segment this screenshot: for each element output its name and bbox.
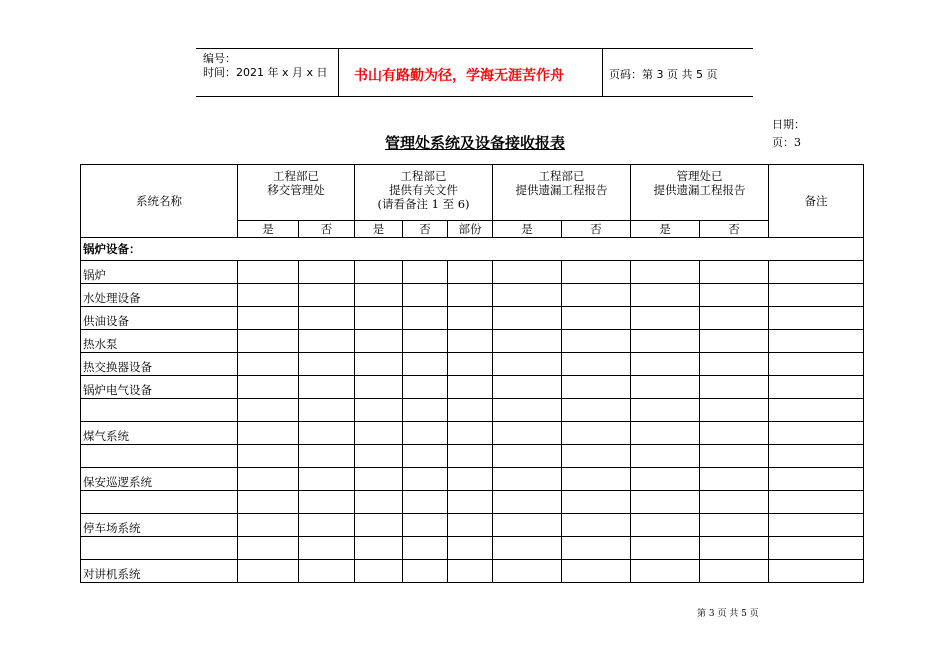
- system-name-cell: 停车场系统: [81, 514, 238, 537]
- table-cell[interactable]: [769, 330, 864, 353]
- table-cell[interactable]: [562, 514, 631, 537]
- group-management-line1: 管理处已: [676, 169, 723, 183]
- table-cell[interactable]: [493, 514, 562, 537]
- table-cell[interactable]: [562, 445, 631, 468]
- table-cell[interactable]: [238, 445, 299, 468]
- table-row: [81, 491, 864, 514]
- table-cell[interactable]: [700, 514, 769, 537]
- table-cell[interactable]: [238, 468, 299, 491]
- table-cell[interactable]: [299, 261, 355, 284]
- sub-no: 否: [562, 221, 631, 238]
- table-cell[interactable]: [355, 399, 403, 422]
- table-row: [81, 330, 864, 353]
- table-cell[interactable]: [631, 445, 700, 468]
- table-cell[interactable]: [562, 307, 631, 330]
- header-group-engineering-report: [493, 165, 631, 221]
- sub-yes: 是: [355, 221, 403, 238]
- table-cell[interactable]: [493, 376, 562, 399]
- table-cell[interactable]: [403, 514, 448, 537]
- table-cell[interactable]: [769, 284, 864, 307]
- table-cell[interactable]: [238, 307, 299, 330]
- table-cell[interactable]: [403, 284, 448, 307]
- table-cell[interactable]: [238, 491, 299, 514]
- group-engineering-line2: 提供遗漏工程报告: [515, 183, 608, 197]
- group-engineering-line1: 工程部已: [538, 169, 585, 183]
- table-cell[interactable]: [631, 330, 700, 353]
- table-cell[interactable]: [238, 330, 299, 353]
- table-cell[interactable]: [562, 468, 631, 491]
- table-cell[interactable]: [355, 261, 403, 284]
- table-cell[interactable]: [448, 468, 493, 491]
- table-cell[interactable]: [299, 307, 355, 330]
- table-cell[interactable]: [562, 537, 631, 560]
- table-cell[interactable]: [562, 353, 631, 376]
- table-row: [81, 353, 864, 376]
- table-cell[interactable]: [448, 330, 493, 353]
- table-cell[interactable]: [700, 261, 769, 284]
- table-cell[interactable]: [448, 537, 493, 560]
- table-cell[interactable]: [355, 307, 403, 330]
- table-cell[interactable]: [299, 514, 355, 537]
- group-handover-line2: 移交管理处: [267, 183, 325, 197]
- table-cell[interactable]: [493, 399, 562, 422]
- table-cell[interactable]: [562, 261, 631, 284]
- header-group-documents: [355, 165, 493, 221]
- table-cell[interactable]: [403, 422, 448, 445]
- system-name-cell: 供油设备: [81, 307, 238, 330]
- table-cell[interactable]: [448, 261, 493, 284]
- table-cell[interactable]: [403, 560, 448, 583]
- table-cell[interactable]: [448, 376, 493, 399]
- system-name-cell: 水处理设备: [81, 284, 238, 307]
- table-cell[interactable]: [448, 284, 493, 307]
- table-cell[interactable]: [562, 560, 631, 583]
- system-name-cell: [81, 491, 238, 514]
- system-name-cell: 对讲机系统: [81, 560, 238, 583]
- table-cell[interactable]: [403, 353, 448, 376]
- table-cell[interactable]: [700, 560, 769, 583]
- table-cell[interactable]: [769, 445, 864, 468]
- table-cell[interactable]: [769, 560, 864, 583]
- table-cell[interactable]: [769, 307, 864, 330]
- table-row: [81, 261, 864, 284]
- table-cell[interactable]: [631, 560, 700, 583]
- table-row: [81, 537, 864, 560]
- table-cell[interactable]: [769, 537, 864, 560]
- table-cell[interactable]: [493, 422, 562, 445]
- table-cell[interactable]: [448, 491, 493, 514]
- table-cell[interactable]: [562, 399, 631, 422]
- table-cell[interactable]: [238, 422, 299, 445]
- table-cell[interactable]: [700, 491, 769, 514]
- table-cell[interactable]: [403, 445, 448, 468]
- table-cell[interactable]: [493, 261, 562, 284]
- table-cell[interactable]: [769, 399, 864, 422]
- table-cell[interactable]: [700, 468, 769, 491]
- page-title: 管理处系统及设备接收报表: [385, 134, 566, 152]
- table-cell[interactable]: [493, 537, 562, 560]
- table-cell[interactable]: [562, 376, 631, 399]
- table-cell[interactable]: [299, 376, 355, 399]
- table-cell[interactable]: [238, 514, 299, 537]
- table-cell[interactable]: [448, 353, 493, 376]
- table-cell[interactable]: [355, 514, 403, 537]
- table-cell[interactable]: [403, 468, 448, 491]
- document-number-label: 编号：: [203, 52, 236, 65]
- table-cell[interactable]: [238, 560, 299, 583]
- table-cell[interactable]: [700, 330, 769, 353]
- table-cell[interactable]: [403, 537, 448, 560]
- table-cell[interactable]: [355, 560, 403, 583]
- group-handover-line1: 工程部已: [273, 169, 319, 183]
- table-cell[interactable]: [700, 445, 769, 468]
- table-cell[interactable]: [631, 422, 700, 445]
- table-cell[interactable]: [631, 307, 700, 330]
- table-cell[interactable]: [448, 514, 493, 537]
- system-name-cell: 锅炉电气设备: [81, 376, 238, 399]
- table-row: [81, 376, 864, 399]
- table-cell[interactable]: [355, 445, 403, 468]
- table-cell[interactable]: [299, 422, 355, 445]
- table-row: [81, 445, 864, 468]
- table-cell[interactable]: [493, 445, 562, 468]
- table-cell[interactable]: [493, 284, 562, 307]
- header-motto: 书山有路勤为径，学海无涯苦作舟: [354, 68, 564, 84]
- table-cell[interactable]: [769, 422, 864, 445]
- table-cell[interactable]: [355, 330, 403, 353]
- group-documents-line1: 工程部已: [400, 169, 447, 183]
- sub-no: 否: [299, 221, 355, 238]
- table-row: [81, 514, 864, 537]
- header-divider-left: [338, 48, 339, 96]
- table-cell[interactable]: [448, 422, 493, 445]
- table-cell[interactable]: [238, 284, 299, 307]
- remarks-header: 备注: [769, 165, 864, 238]
- table-cell[interactable]: [299, 537, 355, 560]
- table-cell[interactable]: [238, 537, 299, 560]
- table-row: [81, 284, 864, 307]
- table-row: [81, 422, 864, 445]
- group-documents-line2: 提供有关文件: [389, 183, 459, 197]
- table-cell[interactable]: [700, 399, 769, 422]
- table-cell[interactable]: [700, 353, 769, 376]
- table-row: [81, 399, 864, 422]
- sub-no: 否: [403, 221, 448, 238]
- table-cell[interactable]: [448, 560, 493, 583]
- table-cell[interactable]: [299, 468, 355, 491]
- table-cell[interactable]: [700, 422, 769, 445]
- table-header-row: [81, 165, 864, 221]
- table-cell[interactable]: [631, 399, 700, 422]
- table-cell[interactable]: [403, 330, 448, 353]
- header-group-management-report: [631, 165, 769, 221]
- page-footer: 第 3 页 共 5 页: [697, 609, 759, 619]
- header-divider-right: [602, 48, 603, 96]
- table-cell[interactable]: [299, 284, 355, 307]
- table-cell[interactable]: [493, 560, 562, 583]
- table-cell[interactable]: [355, 422, 403, 445]
- table-cell[interactable]: [631, 537, 700, 560]
- table-cell[interactable]: [493, 491, 562, 514]
- table-cell[interactable]: [448, 445, 493, 468]
- sub-no: 否: [700, 221, 769, 238]
- table-cell[interactable]: [769, 261, 864, 284]
- system-name-cell: 锅炉: [81, 261, 238, 284]
- page-label: 页：3: [772, 136, 801, 149]
- table-cell[interactable]: [769, 353, 864, 376]
- table-row: [81, 307, 864, 330]
- table-cell[interactable]: [355, 353, 403, 376]
- system-name-cell: 煤气系统: [81, 422, 238, 445]
- table-cell[interactable]: [631, 261, 700, 284]
- table-cell[interactable]: [631, 514, 700, 537]
- table-cell[interactable]: [493, 353, 562, 376]
- group-management-line2: 提供遗漏工程报告: [653, 183, 746, 197]
- table-cell[interactable]: [299, 445, 355, 468]
- table-cell[interactable]: [631, 353, 700, 376]
- category-row: [81, 238, 864, 261]
- table-cell[interactable]: [562, 491, 631, 514]
- table-cell[interactable]: [769, 376, 864, 399]
- table-cell[interactable]: [769, 491, 864, 514]
- table-cell[interactable]: [631, 468, 700, 491]
- table-cell[interactable]: [355, 468, 403, 491]
- table-cell[interactable]: [403, 376, 448, 399]
- table-cell[interactable]: [562, 422, 631, 445]
- table-cell[interactable]: [700, 284, 769, 307]
- table-cell[interactable]: [700, 307, 769, 330]
- table-cell[interactable]: [299, 560, 355, 583]
- table-cell[interactable]: [448, 307, 493, 330]
- table-cell[interactable]: [631, 376, 700, 399]
- system-name-header: 系统名称: [81, 165, 238, 238]
- table-cell[interactable]: [700, 376, 769, 399]
- table-cell[interactable]: [562, 284, 631, 307]
- table-cell[interactable]: [238, 399, 299, 422]
- sub-yes: 是: [238, 221, 299, 238]
- table-cell[interactable]: [403, 399, 448, 422]
- table-cell[interactable]: [299, 330, 355, 353]
- sub-yes: 是: [631, 221, 700, 238]
- table-cell[interactable]: [403, 491, 448, 514]
- table-cell[interactable]: [769, 514, 864, 537]
- table-cell[interactable]: [631, 491, 700, 514]
- system-name-cell: [81, 399, 238, 422]
- table-cell[interactable]: [355, 376, 403, 399]
- table-cell[interactable]: [355, 491, 403, 514]
- table-cell[interactable]: [299, 491, 355, 514]
- table-row: [81, 560, 864, 583]
- table-cell[interactable]: [403, 261, 448, 284]
- table-cell[interactable]: [299, 399, 355, 422]
- system-name-cell: 保安巡逻系统: [81, 468, 238, 491]
- table-cell[interactable]: [493, 307, 562, 330]
- system-name-cell: [81, 445, 238, 468]
- sub-partial: 部份: [448, 221, 493, 238]
- table-cell[interactable]: [769, 468, 864, 491]
- table-cell[interactable]: [631, 284, 700, 307]
- system-name-cell: 热交换器设备: [81, 353, 238, 376]
- sub-yes: 是: [493, 221, 562, 238]
- category-label: 锅炉设备：: [81, 238, 864, 261]
- table-cell[interactable]: [493, 468, 562, 491]
- header-top-rule: [196, 48, 753, 49]
- header-page-code: 页码：第 3 页 共 5 页: [609, 68, 718, 81]
- table-cell[interactable]: [238, 261, 299, 284]
- group-documents-line3: (请看备注 1 至 6): [377, 197, 470, 211]
- system-name-cell: [81, 537, 238, 560]
- table-row: [81, 468, 864, 491]
- header-bottom-rule: [196, 96, 753, 97]
- table-cell[interactable]: [355, 537, 403, 560]
- table-cell[interactable]: [238, 353, 299, 376]
- table-cell[interactable]: [493, 330, 562, 353]
- table-cell[interactable]: [299, 353, 355, 376]
- table-cell[interactable]: [562, 330, 631, 353]
- table-cell[interactable]: [403, 307, 448, 330]
- receipt-report-table: [80, 164, 864, 583]
- document-time-label: 时间：2021 年 x 月 x 日: [203, 66, 328, 79]
- header-group-handover: [238, 165, 355, 221]
- table-cell[interactable]: [700, 537, 769, 560]
- table-cell[interactable]: [355, 284, 403, 307]
- system-name-cell: 热水泵: [81, 330, 238, 353]
- table-cell[interactable]: [448, 399, 493, 422]
- date-label: 日期：: [772, 118, 805, 131]
- table-cell[interactable]: [238, 376, 299, 399]
